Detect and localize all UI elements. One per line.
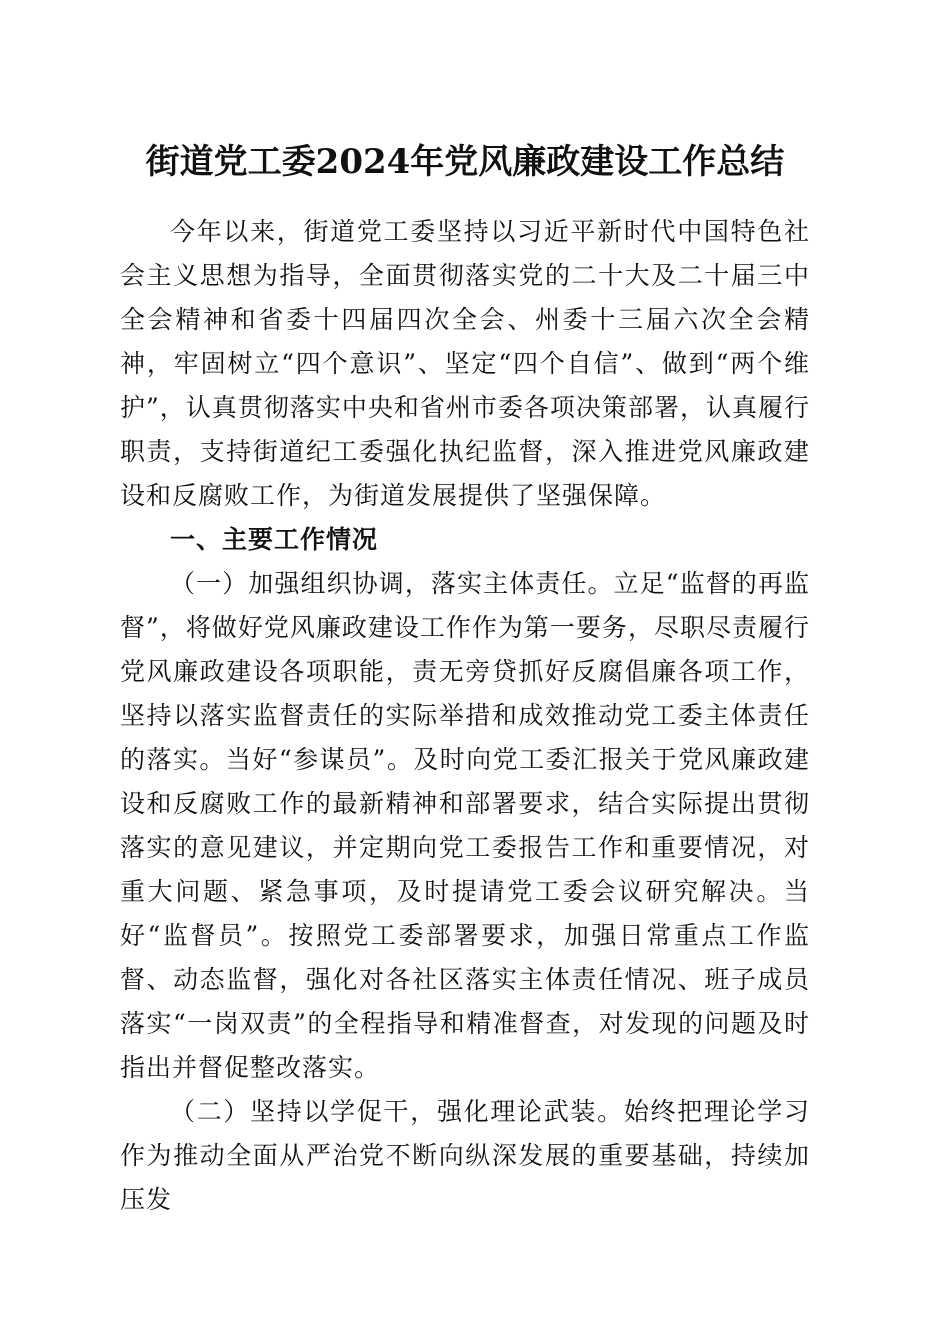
intro-paragraph: 今年以来，街道党工委坚持以习近平新时代中国特色社会主义思想为指导，全面贯彻落实党的二十大及二十届三中全会精神和省委十四届四次全会、州委十三届六次全会精神，牢固树立“四个意识”、坚定“四个自信”、做到“两个维护”，认真贯彻落实中央和省州市委各项决策部署，认真履行职责，支持街道纪工委强化执纪监督，深入推进党风廉政建设和反腐败工作，为街道发展提供了坚强保障。 [120, 217, 810, 510]
document-title: 街道党工委2024年党风廉政建设工作总结 [145, 142, 785, 182]
subsection-2-paragraph: （二）坚持以学促干，强化理论武装。始终把理论学习作为推动全面从严治党不断向纵深发展的重要基础，持续加压发 [120, 1097, 810, 1214]
subsection-1-paragraph: （一）加强组织协调，落实主体责任。立足“监督的再监督”，将做好党风廉政建设工作作为第一要务，尽职尽责履行党风廉政建设各项职能，责无旁贷抓好反腐倡廉各项工作，坚持以落实监督责任的实际举措和成效推动党工委主体责任的落实。当好“参谋员”。及时向党工委汇报关于党风廉政建设和反腐败工作的最新精神和部署要求，结合实际提出贯彻落实的意见建议，并定期向党工委报告工作和重要情况，对重大问题、紧急事项，及时提请党工委会议研究解决。当好“监督员”。按照党工委部署要求，加强日常重点工作监督、动态监督，强化对各社区落实主体责任情况、班子成员落实“一岗双责”的全程指导和精准督查，对发现的问题及时指出并督促整改落实。 [120, 569, 810, 1082]
document-page [120, 120, 810, 1222]
section-heading-main-work: 一、主要工作情况 [170, 525, 379, 554]
